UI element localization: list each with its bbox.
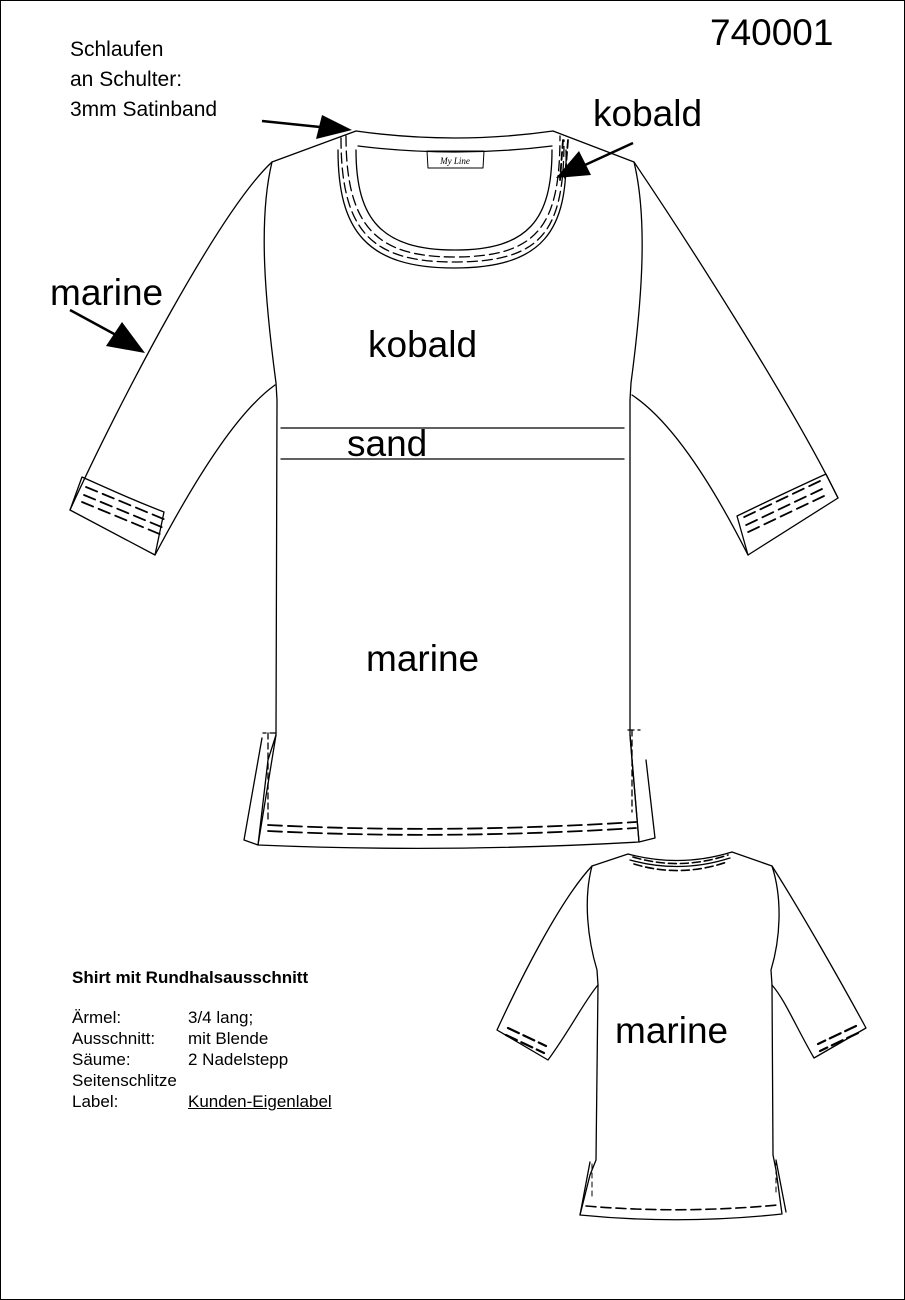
back-hem-stitch — [586, 1205, 778, 1210]
spec-key: Label: — [72, 1092, 119, 1111]
color-label-band: sand — [347, 423, 428, 464]
front-body-outline — [258, 131, 642, 848]
front-right-sleeve — [632, 162, 838, 555]
right-slit — [628, 730, 640, 812]
color-label-neckband: kobald — [593, 93, 703, 134]
back-right-sleeve — [772, 866, 866, 1058]
back-slit-stitch — [592, 1160, 776, 1198]
arrow-shoulder-loop — [262, 121, 320, 127]
arrow-marine-head — [106, 322, 145, 353]
back-right-sleeve-stitch-2 — [820, 1033, 858, 1051]
spec-row — [72, 1028, 332, 1049]
spec-value: 3/4 lang; — [188, 1008, 254, 1027]
arrow-shoulder-loop-head — [316, 115, 352, 139]
shoulder-loop-note — [70, 35, 217, 125]
front-neck-stitch-2 — [346, 136, 560, 257]
spec-key: Ärmel: — [72, 1008, 122, 1027]
back-left-sleeve-stitch-2 — [506, 1035, 544, 1053]
spec-row — [72, 1070, 332, 1091]
color-label-lower-body: marine — [366, 638, 480, 679]
back-slit-left — [580, 1162, 590, 1215]
back-right-sleeve-stitch-1 — [818, 1026, 856, 1044]
spec-row — [72, 1049, 332, 1070]
style-number: 740001 — [710, 12, 834, 53]
spec-value: mit Blende — [188, 1029, 269, 1048]
right-slit-edge — [630, 735, 655, 842]
color-label-upper-body: kobald — [368, 324, 478, 365]
spec-key: Ausschnitt: — [72, 1029, 156, 1048]
back-left-sleeve-stitch-1 — [508, 1028, 546, 1046]
spec-row — [72, 1007, 332, 1028]
note-line: an Schulter: — [70, 68, 183, 91]
spec-key: Seitenschlitze — [72, 1071, 177, 1090]
color-label-back: marine — [615, 1010, 729, 1051]
spec-block — [72, 968, 332, 1112]
spec-key: Säume: — [72, 1050, 131, 1069]
note-line: Schlaufen — [70, 38, 164, 61]
label-brand-text: My Line — [440, 156, 470, 166]
spec-row — [72, 1091, 332, 1112]
front-neckline-outer — [356, 131, 553, 138]
spec-value: 2 Nadelstepp — [188, 1050, 289, 1069]
left-sleeve-stitch-1 — [86, 487, 166, 520]
front-left-sleeve — [70, 162, 275, 555]
spec-value-label: Kunden-Eigenlabel — [188, 1092, 332, 1111]
front-view — [70, 131, 838, 848]
front-hem-stitch-1 — [268, 822, 636, 829]
spec-title: Shirt mit Rundhalsausschnitt — [72, 968, 309, 987]
color-label-sleeve: marine — [50, 272, 164, 313]
note-line: 3mm Satinband — [70, 98, 218, 121]
front-right-sleeve-cuff — [737, 474, 838, 555]
right-sleeve-stitch-1 — [740, 481, 820, 519]
